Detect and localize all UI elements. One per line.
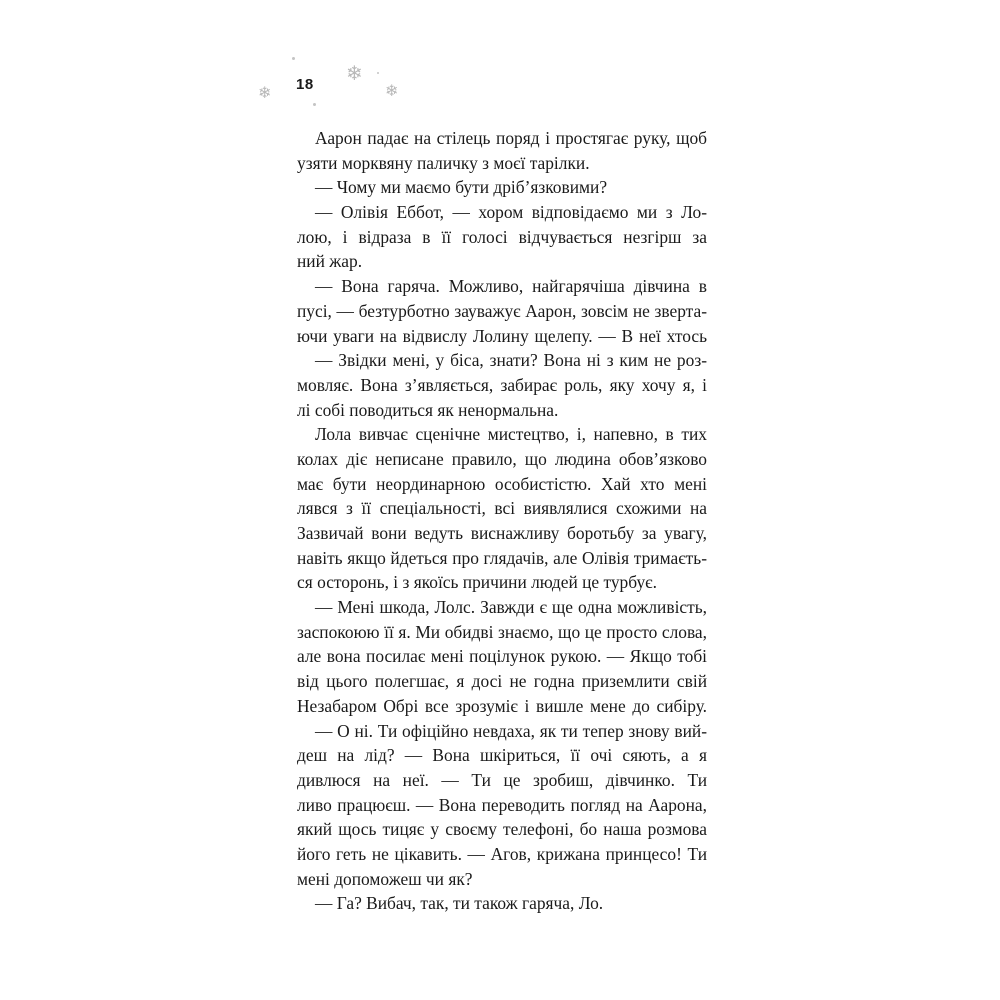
- text-line: від цього полегшає, я досі не годна приземлити свій: [297, 671, 707, 692]
- text-line: заспокоюю її я. Ми обидві знаємо, що це просто слова,: [297, 621, 707, 642]
- snowflake-icon: ❄: [385, 83, 399, 100]
- text-line: навіть якщо йдеться про глядачів, але Олівія тримаєть-: [297, 547, 707, 568]
- text-line: лявся з її спеціальності, всі виявлялися схожими на: [297, 498, 707, 519]
- text-line: ючи уваги на відвислу Лолину щелепу. — В неї хтось: [297, 325, 707, 346]
- text-line: колах діє неписане правило, що людина обов’язково: [297, 448, 707, 469]
- text-line: Аарон падає на стілець поряд і простягає руку, щоб: [315, 128, 707, 148]
- text-line: який щось тицяє у своєму телефоні, бо наша розмова: [297, 819, 707, 840]
- text-line: Зазвичай вони ведуть виснажливу боротьбу за увагу,: [297, 523, 707, 543]
- text-line: лою, і відраза в її голосі відчувається незгірш за: [297, 226, 707, 247]
- body-text: [297, 126, 707, 916]
- text-line: але вона посилає мені поцілунок рукою. — Якщо тобі: [297, 646, 707, 667]
- decorative-dot: [377, 72, 379, 74]
- text-line: узяти морквяну паличку з моєї тарілки.: [297, 152, 590, 173]
- text-line: — Вона гаряча. Можливо, найгарячіша дівчина в: [315, 276, 707, 297]
- text-line: лі собі поводиться як ненормальна.: [297, 399, 559, 420]
- page-number: 18: [296, 76, 314, 93]
- text-line: — О ні. Ти офіційно невдаха, як ти тепер знову вий-: [315, 720, 707, 741]
- text-line: ний жар.: [297, 251, 363, 272]
- text-line: — Га? Вибач, так, ти також гаряча, Ло.: [315, 893, 604, 914]
- text-line: має бути неординарною особистістю. Хай хто мені: [297, 473, 707, 494]
- decorative-dot: [292, 57, 295, 60]
- text-line: — Мені шкода, Лолс. Завжди є ще одна можливість,: [315, 597, 707, 618]
- text-line: — Олівія Еббот, — хором відповідаємо ми з Ло-: [315, 202, 707, 223]
- text-line: — Чому ми маємо бути дріб’язковими?: [315, 177, 608, 198]
- text-line: мовляє. Вона з’являється, забирає роль, яку хочу я, і: [297, 374, 707, 395]
- text-line: його геть не цікавить. — Агов, крижана принцесо! Ти: [297, 843, 707, 864]
- text-line: Незабаром Обрі все зрозуміє і вишле мене до сибіру.: [297, 695, 707, 716]
- snowflake-icon: ❄: [258, 85, 272, 102]
- text-line: ливо працюєш. — Вона переводить погляд на Аарона,: [297, 794, 707, 815]
- text-line: дивлюся на неї. — Ти це зробиш, дівчинко. Ти: [297, 769, 707, 790]
- decorative-dot: [313, 103, 316, 106]
- text-line: Лола вивчає сценічне мистецтво, і, напевно, в тих: [315, 424, 707, 445]
- text-line: — Звідки мені, у біса, знати? Вона ні з ким не роз-: [315, 350, 707, 371]
- text-line: пусі, — безтурботно зауважує Аарон, зовсім не зверта-: [297, 300, 707, 321]
- text-line: ся осторонь, і з якоїсь причини людей це турбує.: [297, 572, 657, 593]
- text-line: мені допоможеш чи як?: [297, 868, 473, 889]
- text-line: деш на лід? — Вона шкіриться, її очі сяють, а я: [297, 745, 707, 766]
- snowflake-icon: ❄: [346, 63, 363, 85]
